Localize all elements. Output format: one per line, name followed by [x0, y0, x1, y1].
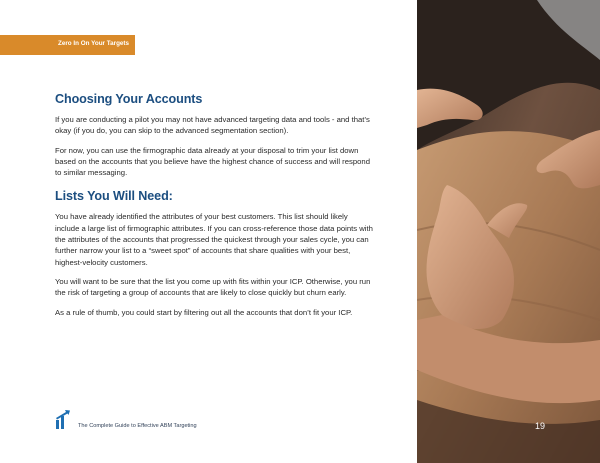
- page-number: 19: [535, 421, 546, 431]
- paragraph: For now, you can use the firmographic data already at your disposal to trim your list down based on the accounts that you believe have the highest chance of success and will respond to similar messaging.: [55, 145, 370, 178]
- guide-title: The Complete Guide to Effective ABM Targeting: [78, 423, 197, 429]
- paragraph: You will want to be sure that the list you come up with fits within your ICP. Otherwise, you run the risk of targeting a group of accounts that are likely to close quickly but churn early.: [55, 276, 371, 298]
- heading-choosing-accounts: Choosing Your Accounts: [55, 92, 203, 106]
- paragraph: You have already identified the attributes of your best customers. This list should likely include a large list of firmographic attributes. If you can cross-reference those data points with the attributes of the accounts that progressed the quickest through your sales cycle, you can further narrow your list to a “sweet spot” of accounts that share qualities with your best, highest-velocity customers.: [55, 212, 373, 267]
- heading-lists-you-will-need: Lists You Will Need:: [55, 189, 173, 204]
- hands-meeting-photo: [417, 0, 600, 463]
- bar-chart-arrow-logo-icon: [55, 409, 71, 429]
- paragraph: If you are conducting a pilot you may not have advanced targeting data and tools - and that’s okay (if you do, you can skip to the advanced segmentation section).: [55, 115, 370, 136]
- body-column: [55, 92, 373, 326]
- section-banner: [0, 35, 135, 55]
- paragraph: As a rule of thumb, you could start by filtering out all the accounts that don’t fit your ICP.: [55, 307, 353, 317]
- section-label: Zero In On Your Targets: [58, 40, 130, 47]
